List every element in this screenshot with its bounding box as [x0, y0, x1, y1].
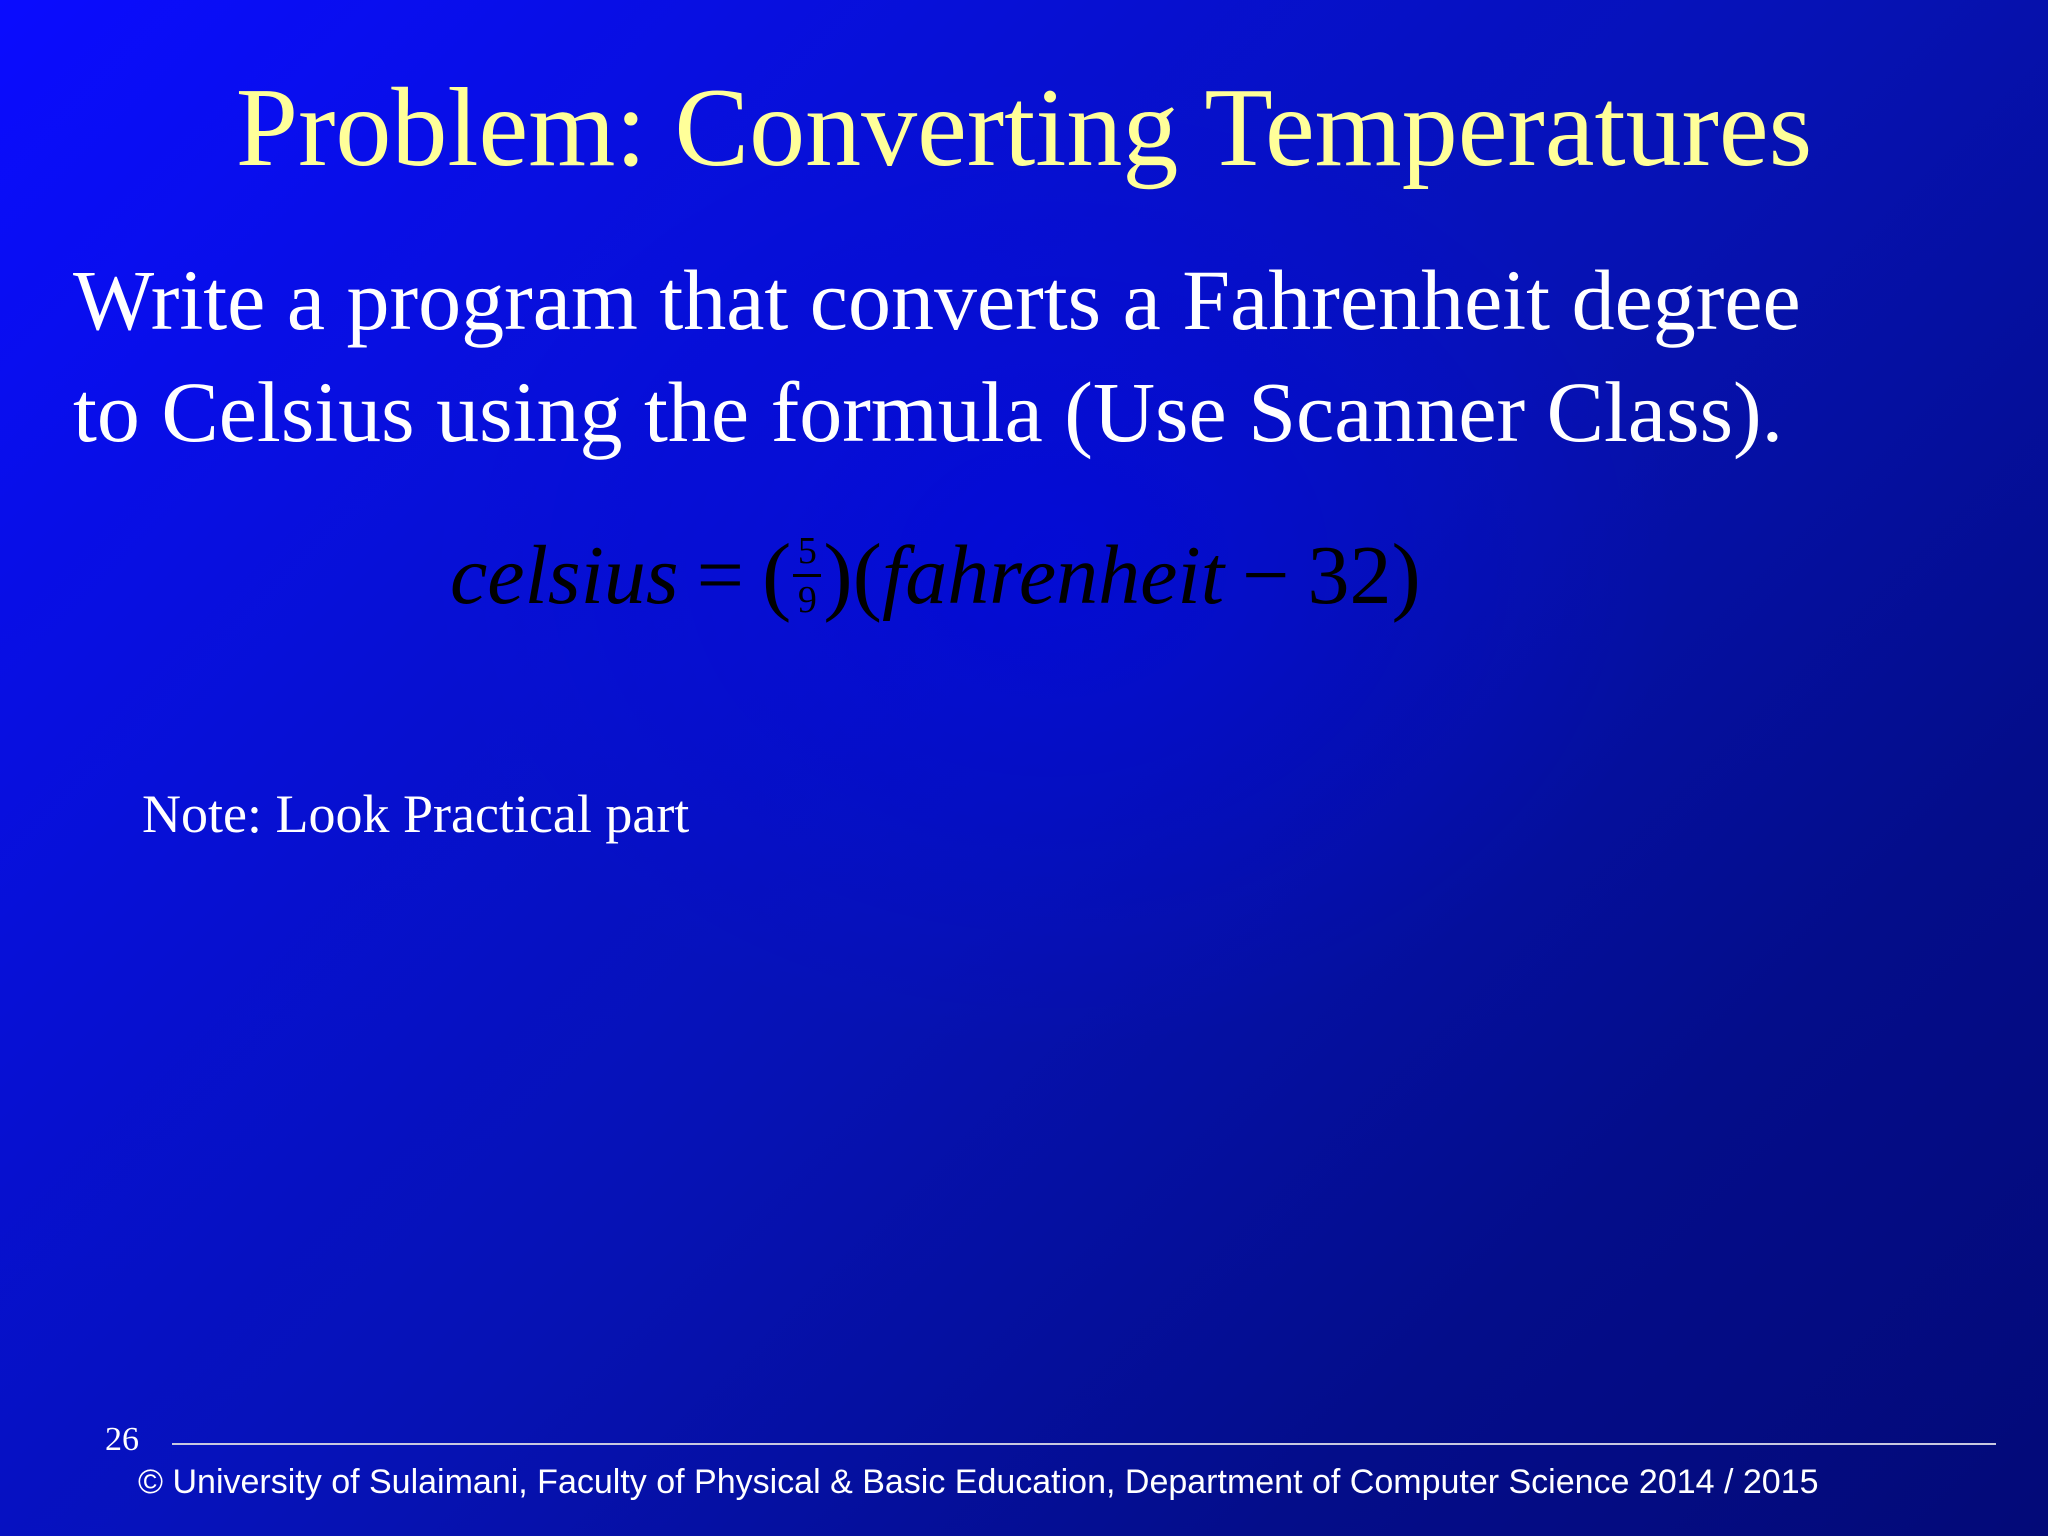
formula-fraction-denominator: 9 — [797, 578, 817, 621]
formula-fraction-numerator: 5 — [797, 529, 817, 572]
slide-footer: © University of Sulaimani, Faculty of Physical & Basic Education, Department of Computer Science 2014 / 2015 — [138, 1463, 1819, 1501]
footer-divider — [172, 1443, 1996, 1445]
slide-body-text — [73, 244, 1973, 468]
formula-equals-sign: = — [696, 528, 744, 622]
formula-fahrenheit-variable: fahrenheit — [881, 528, 1225, 622]
body-line-2: to Celsius using the formula (Use Scanner Class). — [73, 364, 1784, 460]
formula-close-paren: ) — [823, 526, 853, 624]
formula-close-paren-2: ) — [1391, 526, 1421, 624]
formula-constant: 32 — [1307, 528, 1392, 622]
slide-title: Problem: Converting Temperatures — [235, 66, 1813, 190]
body-line-1: Write a program that converts a Fahrenheit degree — [73, 252, 1801, 348]
formula-fraction-bar — [793, 574, 821, 577]
formula-open-paren-2: ( — [852, 526, 882, 624]
formula-minus-sign: − — [1242, 528, 1290, 622]
formula-fraction — [793, 529, 821, 621]
conversion-formula — [450, 510, 1421, 640]
formula-celsius-variable: celsius — [450, 528, 679, 622]
slide-note: Note: Look Practical part — [142, 784, 690, 844]
slide-number: 26 — [105, 1421, 139, 1458]
formula-open-paren: ( — [762, 526, 792, 624]
